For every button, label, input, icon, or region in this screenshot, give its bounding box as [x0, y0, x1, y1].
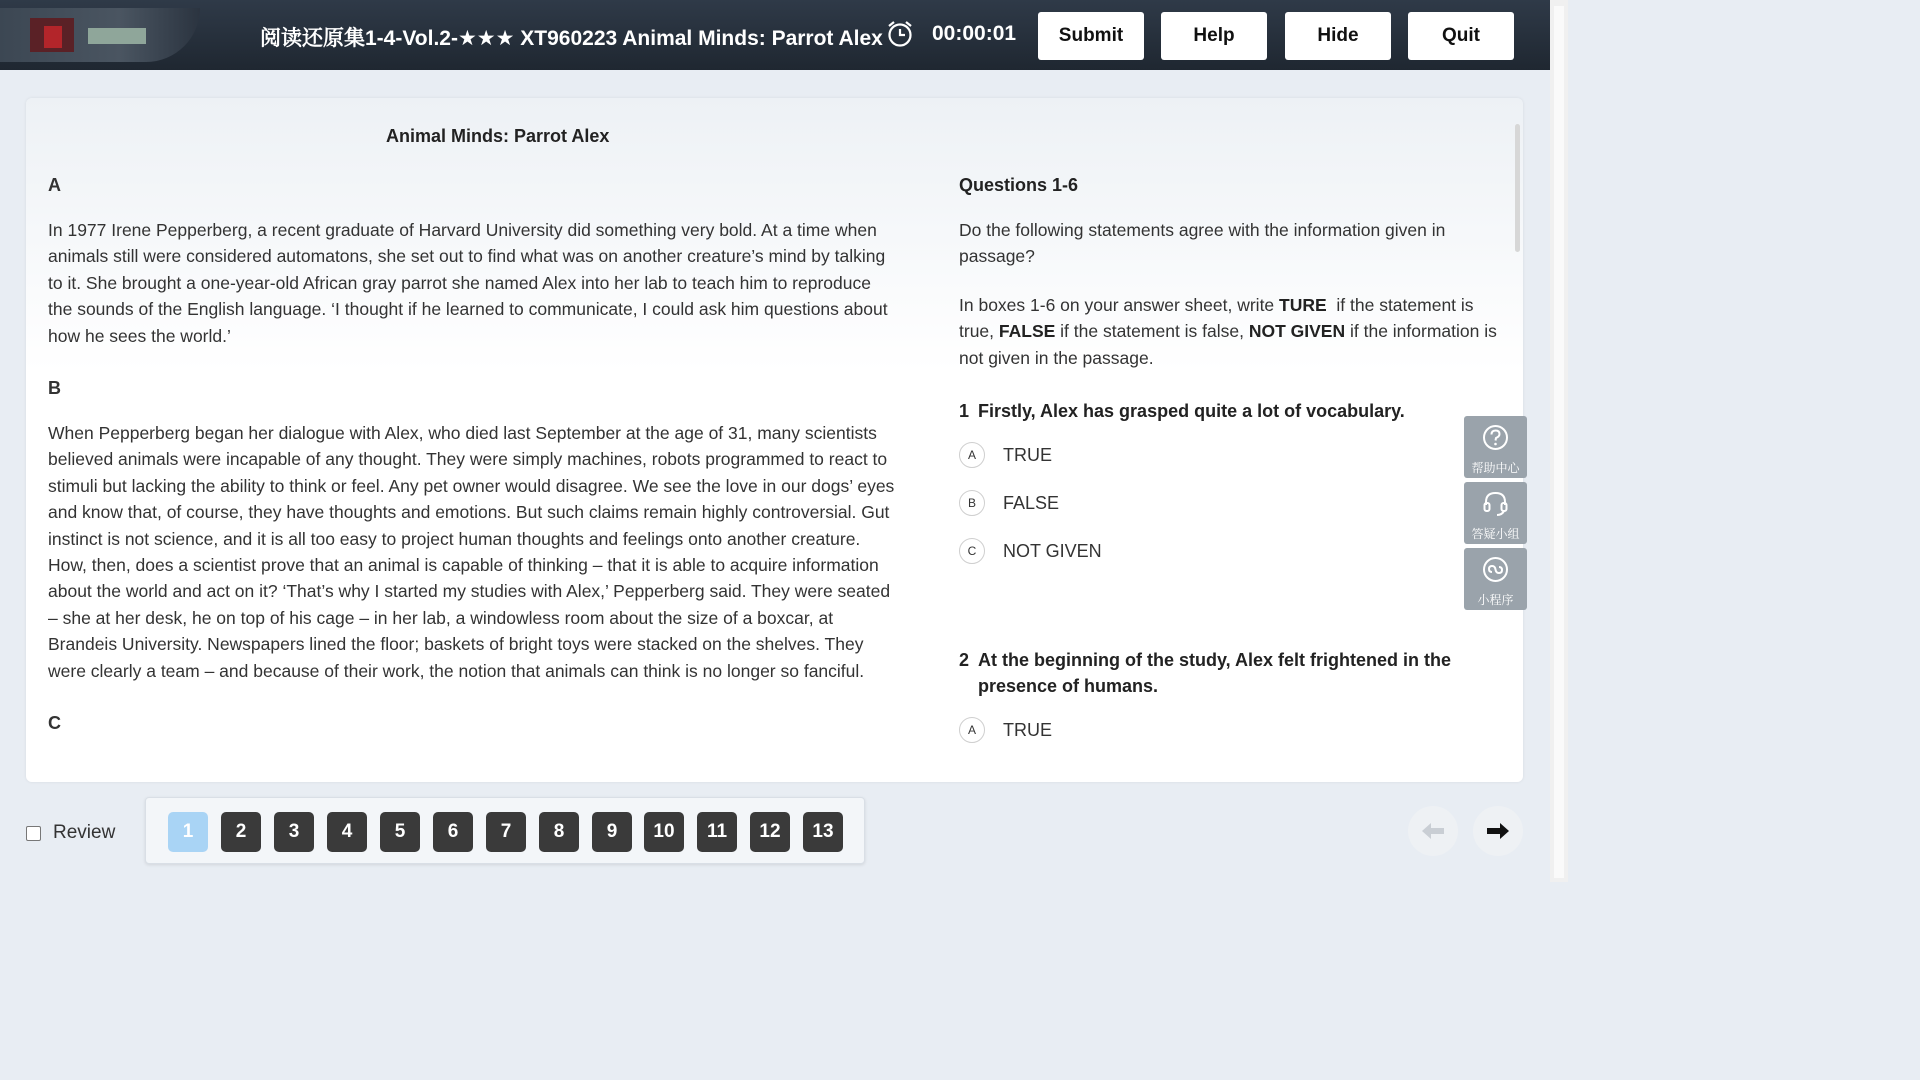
section-label-c: C [48, 713, 61, 733]
page-button-7[interactable]: 7 [486, 812, 526, 852]
help-center-widget[interactable]: 帮助中心 [1464, 416, 1527, 478]
question-pager [145, 797, 865, 864]
questions-scrollbar[interactable] [1515, 124, 1520, 252]
content-panel: Animal Minds: Parrot Alex A In 1977 Irene Pepperberg, a recent graduate of Harvard University did something very bold. At a time when animals still were considered automatons, she set out to find what was on another creature’s mind by talking to it. She brought a one-year-old African gray parrot she named Alex into her lab to teach him to reproduce the sounds of the English language. ‘I thought if he learned to communicate, I could ask him questions about how he sees the world.’ B When Pepperberg began her dialogue with Alex, who died last September at the age of 31, many scientists believed animals were incapable of any thought. They were simply machines, robots programmed to react to stimuli but lacking the ability to think or feel. Any pet owner would disagree. We see the love in our dogs’ eyes and know that, of course, they have thoughts and emotions. But such claims remain highly controversial. Gut instinct is not science, and it is all too easy to project human thoughts and feelings onto another creature. How, then, does a scientist prove that an animal is capable of thinking – that it is able to acquire information about the world and act on it? ‘That’s why I started my studies with Alex,’ Pepperberg said. They were seated – she at her desk, he on top of his cage – in her lab, a windowless room about the size of a boxcar, at Brandeis University. Newspapers lined the floor; baskets of bright toys were stacked on the shelves. They were clearly a team – and because of their work, the notion that animals can think is no longer so fanciful. C Questions 1-6 Do the following statements agree with the information given in passage? In boxes 1-6 on your answer sheet, write TURE if the statement is true, FALSE if the statement is false, NOT GIVEN if the information is not given in the passage. 1 Firstly, Alex has grasped quite a lot of vocabulary. A TRUE B FALSE C NOT GIVEN 2 At the beginning of the study, Alex felt frightened in the presence of humans. A TRUE [26, 98, 1523, 782]
timer: 00:00:01 [932, 22, 1017, 45]
arrow-right-icon [1485, 821, 1511, 841]
instruction-2: In boxes 1-6 on your answer sheet, write TURE if the statement is true, FALSE if the statement is false, NOT GIVEN if the information is not given in the passage. [959, 295, 1497, 368]
option-letter[interactable]: C [959, 538, 985, 564]
page-button-10[interactable]: 10 [644, 812, 684, 852]
page-button-4[interactable]: 4 [327, 812, 367, 852]
option-letter[interactable]: A [959, 717, 985, 743]
help-button[interactable]: Help [1161, 12, 1267, 60]
qa-group-widget[interactable]: 答疑小组 [1464, 482, 1527, 544]
option-letter[interactable]: A [959, 442, 985, 468]
review-toggle[interactable] [26, 822, 115, 844]
section-label-b: B [48, 378, 61, 398]
q1-option-b[interactable] [959, 489, 1059, 517]
passage-title: Animal Minds: Parrot Alex [386, 126, 610, 146]
q1-option-a[interactable] [959, 441, 1052, 469]
page-button-9[interactable]: 9 [592, 812, 632, 852]
logo [0, 8, 200, 62]
paragraph-b: When Pepperberg began her dialogue with Alex, who died last September at the age of 31, many scientists believed animals were incapable of any thought. They were simply machines, robots programmed to react to stimuli but lacking the ability to think or feel. Any pet owner would disagree. We see the love in our dogs’ eyes and know that, of course, they have thoughts and emotions. But such claims remain highly controversial. Gut instinct is not science, and it is all too easy to project human thoughts and feelings onto another creature. How, then, does a scientist prove that an animal is capable of thinking – that it is able to acquire information about the world and act on it? ‘That’s why I started my studies with Alex,’ Pepperberg said. They were seated – she at her desk, he on top of his cage – in her lab, a windowless room about the size of a boxcar, at Brandeis University. Newspapers lined the floor; baskets of bright toys were stacked on the shelves. They were clearly a team – and because of their work, the notion that animals can think is no longer so fanciful. [48, 423, 895, 681]
quit-button[interactable]: Quit [1408, 12, 1514, 60]
arrow-left-icon [1420, 821, 1446, 841]
paragraph-a: In 1977 Irene Pepperberg, a recent graduate of Harvard University did something very bold. At a time when animals still were considered automatons, she set out to find what was on another creature’s mind by talking to it. She brought a one-year-old African gray parrot she named Alex into her lab to teach him to reproduce the sounds of the English language. ‘I thought if he learned to communicate, I could ask him questions about how he sees the world.’ [48, 220, 888, 346]
option-text: TRUE [1003, 444, 1052, 465]
option-letter[interactable]: B [959, 490, 985, 516]
hide-button[interactable]: Hide [1285, 12, 1391, 60]
next-button[interactable] [1473, 806, 1523, 856]
page-button-1[interactable]: 1 [168, 812, 208, 852]
page-button-8[interactable]: 8 [539, 812, 579, 852]
option-text: TRUE [1003, 719, 1052, 740]
mini-program-icon [1482, 556, 1509, 583]
page-button-5[interactable]: 5 [380, 812, 420, 852]
page-button-11[interactable]: 11 [697, 812, 737, 852]
instruction-1: Do the following statements agree with the information given in passage? [959, 220, 1446, 267]
headset-icon [1482, 490, 1509, 517]
mini-program-widget[interactable]: 小程序 [1464, 548, 1527, 610]
prev-button[interactable] [1408, 806, 1458, 856]
submit-button[interactable]: Submit [1038, 12, 1144, 60]
page-button-3[interactable]: 3 [274, 812, 314, 852]
alarm-clock-icon [886, 20, 914, 48]
exam-title: 阅读还原集1-4-Vol.2-★★★ XT960223 Animal Minds: Parrot Alex [260, 27, 883, 50]
questions-heading: Questions 1-6 [959, 175, 1079, 195]
review-label: Review [53, 822, 116, 843]
page-button-12[interactable]: 12 [750, 812, 790, 852]
page-button-2[interactable]: 2 [221, 812, 261, 852]
section-label-a: A [48, 175, 61, 195]
page-button-6[interactable]: 6 [433, 812, 473, 852]
review-checkbox[interactable] [26, 826, 41, 841]
page-button-13[interactable]: 13 [803, 812, 843, 852]
q2-option-a[interactable] [959, 716, 1052, 744]
q1-option-c[interactable] [959, 537, 1102, 565]
top-bar [0, 0, 1550, 70]
window-scrollbar[interactable] [1550, 0, 1568, 882]
question-circle-icon [1482, 424, 1509, 451]
option-text: NOT GIVEN [1003, 540, 1102, 561]
option-text: FALSE [1003, 492, 1060, 513]
